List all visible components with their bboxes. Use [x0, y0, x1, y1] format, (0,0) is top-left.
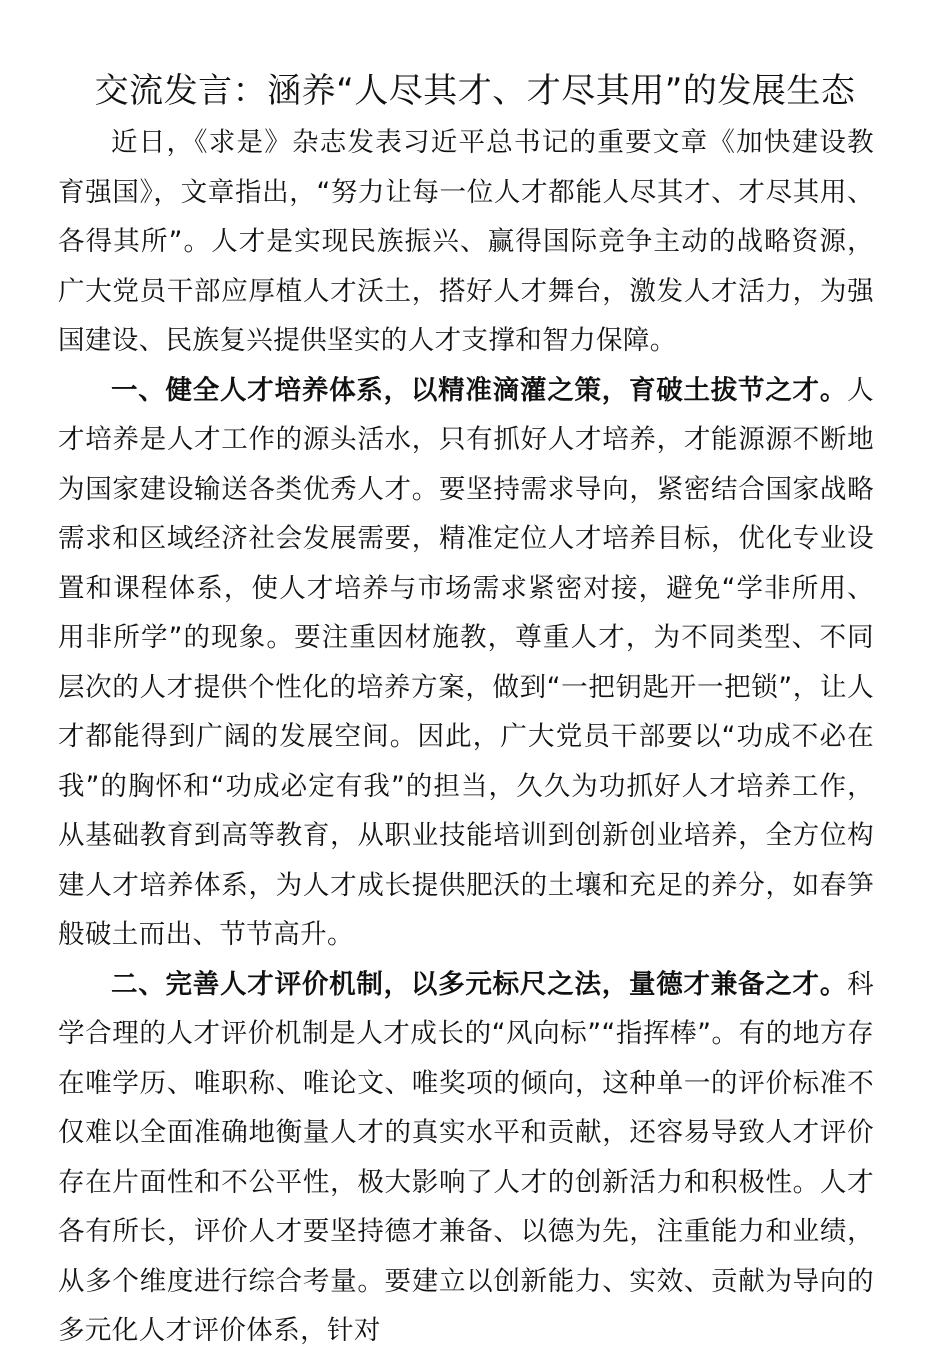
- section-2-body: 科学合理的人才评价机制是人才成长的“风向标”“指挥棒”。有的地方存在唯学历、唯职称、唯论文、唯奖项的倾向，这种单一的评价标准不仅难以全面准确地衡量人才的真实水平和贡献，还容易导致人才评价存在片面性和不公平性，极大影响了人才的创新活力和积极性。人才各有所长，评价人才要坚持德才兼备、以德为先，注重能力和业绩，从多个维度进行综合考量。要建立以创新能力、实效、贡献为导向的多元化人才评价体系，针对: [58, 968, 874, 1346]
- paragraph-body: 近日，《求是》杂志发表习近平总书记的重要文章《加快建设教育强国》，文章指出，“努力让每一位人才都能人尽其才、才尽其用、各得其所”。人才是实现民族振兴、赢得国际竞争主动的战略资源，广大党员干部应厚植人才沃土，搭好人才舞台，激发人才活力，为强国建设、民族复兴提供坚实的人才支撑和智力保障。: [58, 127, 874, 356]
- paragraph-section-1: [58, 366, 874, 960]
- section-2-heading: 二、完善人才评价机制，以多元标尺之法，量德才兼备之才。: [111, 968, 848, 1000]
- paragraph-section-2: [58, 960, 874, 1356]
- section-1-heading: 一、健全人才培养体系，以精准滴灌之策，育破土拔节之才。: [111, 374, 848, 406]
- document-title: 交流发言：涵养“人尽其才、才尽其用”的发展生态: [94, 71, 856, 111]
- section-1-body: 人才培养是人才工作的源头活水，只有抓好人才培养，才能源源不断地为国家建设输送各类优秀人才。要坚持需求导向，紧密结合国家战略需求和区域经济社会发展需要，精准定位人才培养目标，优化专业设置和课程体系，使人才培养与市场需求紧密对接，避免“学非所用、用非所学”的现象。要注重因材施教，尊重人才，为不同类型、不同层次的人才提供个性化的培养方案，做到“一把钥匙开一把锁”，让人才都能得到广阔的发展空间。因此，广大党员干部要以“功成不必在我”的胸怀和“功成必定有我”的担当，久久为功抓好人才培养工作，从基础教育到高等教育，从职业技能培训到创新创业培养，全方位构建人才培养体系，为人才成长提供肥沃的土壤和充足的养分，如春笋般破土而出、节节高升。: [58, 374, 874, 950]
- paragraph-intro: [58, 118, 874, 366]
